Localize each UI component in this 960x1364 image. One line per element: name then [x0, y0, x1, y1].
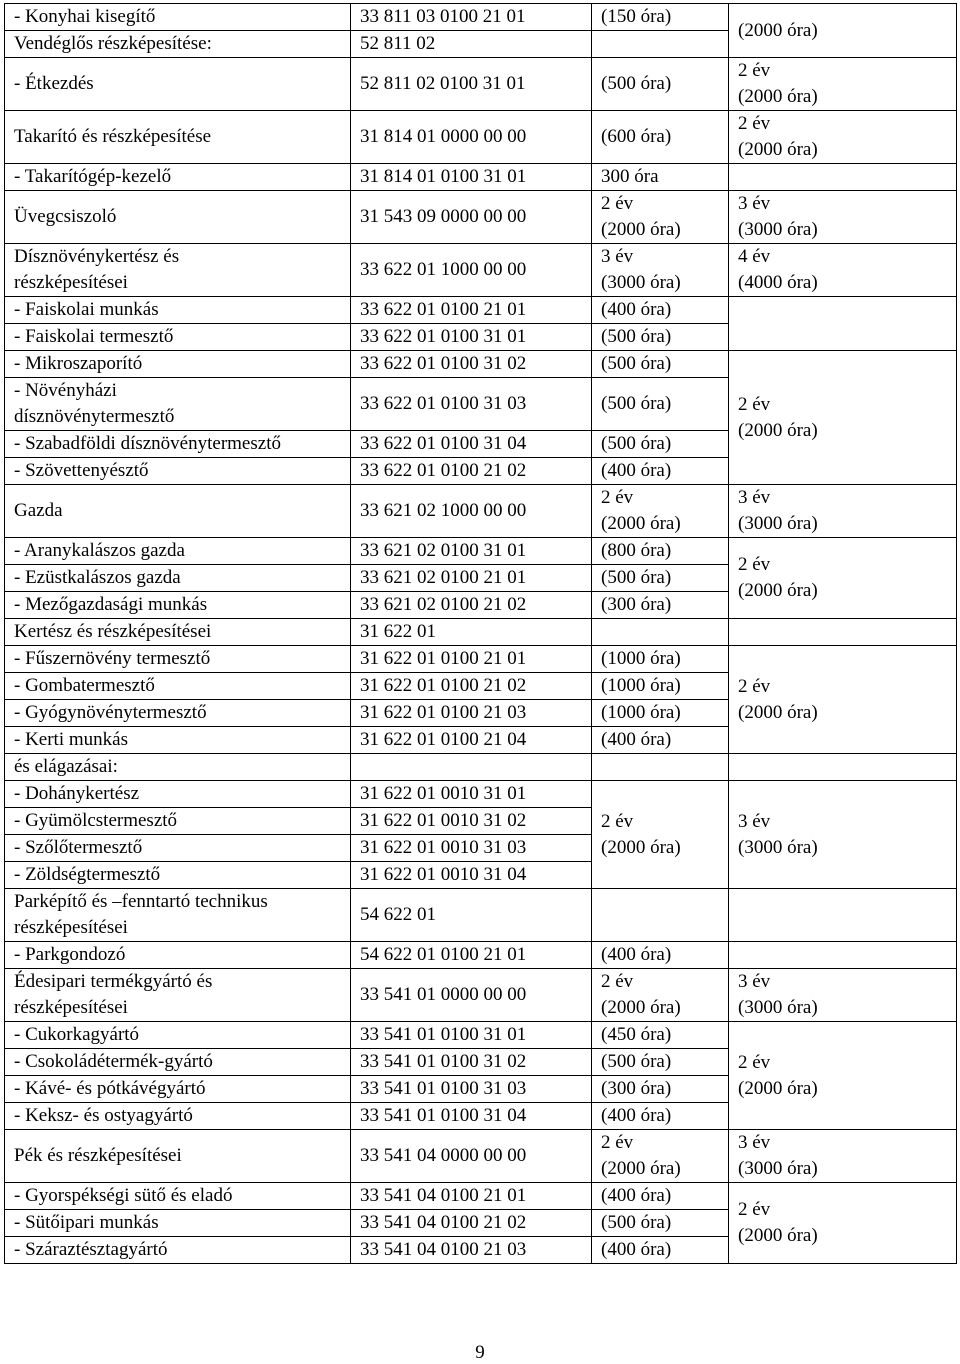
program-name-cell: - Keksz- és ostyagyártó	[5, 1103, 351, 1130]
program-name-cell: - Faiskolai termesztő	[5, 324, 351, 351]
training-time-cell: (400 óra)	[592, 297, 729, 324]
general-time-cell: 2 év (2000 óra)	[729, 1022, 957, 1130]
training-time-cell: (300 óra)	[592, 1076, 729, 1103]
program-name-cell: - Kávé- és pótkávégyártó	[5, 1076, 351, 1103]
code-cell: 33 622 01 0100 31 04	[351, 431, 592, 458]
code-cell: 31 814 01 0100 31 01	[351, 164, 592, 191]
training-time-cell: (150 óra)	[592, 4, 729, 31]
table-row	[5, 4, 957, 31]
table-row	[5, 164, 957, 191]
code-cell: 33 622 01 0100 31 02	[351, 351, 592, 378]
table-row	[5, 1022, 957, 1049]
table-row	[5, 646, 957, 673]
training-time-cell: (400 óra)	[592, 942, 729, 969]
training-time-cell: (1000 óra)	[592, 673, 729, 700]
code-cell: 33 622 01 0100 31 01	[351, 324, 592, 351]
table-row	[5, 969, 957, 1022]
training-time-cell: (500 óra)	[592, 1210, 729, 1237]
table-row	[5, 754, 957, 781]
training-time-cell: (300 óra)	[592, 592, 729, 619]
table-row	[5, 485, 957, 538]
code-cell: 33 541 04 0100 21 03	[351, 1237, 592, 1264]
table-row	[5, 619, 957, 646]
training-time-cell: (500 óra)	[592, 431, 729, 458]
general-time-cell	[729, 297, 957, 351]
program-name-cell: Vendéglős részképesítése:	[5, 31, 351, 58]
code-cell	[351, 754, 592, 781]
program-name-cell: - Száraztésztagyártó	[5, 1237, 351, 1264]
program-name-cell: - Gombatermesztő	[5, 673, 351, 700]
code-cell: 33 622 01 0100 21 02	[351, 458, 592, 485]
page-number: 9	[475, 1342, 485, 1363]
program-name-cell: - Faiskolai munkás	[5, 297, 351, 324]
program-name-cell: Takarító és részképesítése	[5, 111, 351, 164]
general-time-cell: 3 év (3000 óra)	[729, 191, 957, 244]
training-time-cell: (500 óra)	[592, 58, 729, 111]
table-row	[5, 538, 957, 565]
table-row	[5, 1183, 957, 1210]
general-time-cell: 3 év (3000 óra)	[729, 969, 957, 1022]
program-name-cell: - Sütőipari munkás	[5, 1210, 351, 1237]
program-name-cell: - Zöldségtermesztő	[5, 862, 351, 889]
program-name-cell: - Szőlőtermesztő	[5, 835, 351, 862]
code-cell: 33 621 02 0100 21 01	[351, 565, 592, 592]
program-name-cell: - Gyorspékségi sütő és eladó	[5, 1183, 351, 1210]
table-row	[5, 111, 957, 164]
code-cell: 31 622 01 0100 21 01	[351, 646, 592, 673]
program-name-cell: Üvegcsiszoló	[5, 191, 351, 244]
code-cell: 31 622 01 0100 21 02	[351, 673, 592, 700]
training-time-cell: (1000 óra)	[592, 646, 729, 673]
training-time-cell: (450 óra)	[592, 1022, 729, 1049]
program-name-cell: és elágazásai:	[5, 754, 351, 781]
table-row	[5, 942, 957, 969]
code-cell: 33 622 01 0100 21 01	[351, 297, 592, 324]
training-time-cell: (500 óra)	[592, 565, 729, 592]
program-name-cell: - Fűszernövény termesztő	[5, 646, 351, 673]
training-time-cell: (500 óra)	[592, 324, 729, 351]
training-time-cell: (400 óra)	[592, 1183, 729, 1210]
training-time-cell: (500 óra)	[592, 351, 729, 378]
code-cell: 33 541 01 0100 31 01	[351, 1022, 592, 1049]
training-time-cell	[592, 889, 729, 942]
program-name-cell: Pék és részképesítései	[5, 1130, 351, 1183]
program-name-cell: - Csokoládétermék-gyártó	[5, 1049, 351, 1076]
general-time-cell: 2 év (2000 óra)	[729, 111, 957, 164]
general-time-cell: 2 év (2000 óra)	[729, 1183, 957, 1264]
training-time-cell: (400 óra)	[592, 727, 729, 754]
code-cell: 31 622 01	[351, 619, 592, 646]
code-cell: 31 814 01 0000 00 00	[351, 111, 592, 164]
program-name-cell: - Dohánykertész	[5, 781, 351, 808]
code-cell: 54 622 01 0100 21 01	[351, 942, 592, 969]
training-time-cell: (400 óra)	[592, 458, 729, 485]
training-time-cell	[592, 754, 729, 781]
code-cell: 33 541 04 0000 00 00	[351, 1130, 592, 1183]
code-cell: 31 622 01 0010 31 01	[351, 781, 592, 808]
program-name-cell: - Gyümölcstermesztő	[5, 808, 351, 835]
program-name-cell: - Mikroszaporító	[5, 351, 351, 378]
training-time-cell: 300 óra	[592, 164, 729, 191]
code-cell: 33 811 03 0100 21 01	[351, 4, 592, 31]
program-name-cell: - Takarítógép-kezelő	[5, 164, 351, 191]
code-cell: 33 621 02 0100 31 01	[351, 538, 592, 565]
general-time-cell	[729, 942, 957, 969]
general-time-cell: 2 év (2000 óra)	[729, 58, 957, 111]
training-time-cell: 3 év (3000 óra)	[592, 244, 729, 297]
table-row	[5, 191, 957, 244]
table-row	[5, 58, 957, 111]
code-cell: 33 541 01 0100 31 03	[351, 1076, 592, 1103]
training-time-cell: (500 óra)	[592, 1049, 729, 1076]
program-name-cell: - Mezőgazdasági munkás	[5, 592, 351, 619]
program-name-cell: - Konyhai kisegítő	[5, 4, 351, 31]
training-time-cell: (1000 óra)	[592, 700, 729, 727]
code-cell: 33 541 04 0100 21 02	[351, 1210, 592, 1237]
general-time-cell	[729, 164, 957, 191]
general-time-cell	[729, 619, 957, 646]
general-time-cell: 3 év (3000 óra)	[729, 1130, 957, 1183]
general-time-cell: 3 év (3000 óra)	[729, 781, 957, 889]
code-cell: 33 541 01 0100 31 02	[351, 1049, 592, 1076]
general-time-cell	[729, 754, 957, 781]
code-cell: 33 621 02 1000 00 00	[351, 485, 592, 538]
code-cell: 33 541 01 0000 00 00	[351, 969, 592, 1022]
code-cell: 33 622 01 0100 31 03	[351, 378, 592, 431]
table-row	[5, 351, 957, 378]
code-cell: 33 622 01 1000 00 00	[351, 244, 592, 297]
table-row	[5, 889, 957, 942]
code-cell: 31 622 01 0100 21 04	[351, 727, 592, 754]
program-name-cell: Parképítő és –fenntartó technikus részképesítései	[5, 889, 351, 942]
program-name-cell: - Ezüstkalászos gazda	[5, 565, 351, 592]
code-cell: 31 622 01 0010 31 02	[351, 808, 592, 835]
training-time-cell: 2 év (2000 óra)	[592, 191, 729, 244]
program-name-cell: - Szövettenyésztő	[5, 458, 351, 485]
code-cell: 33 541 04 0100 21 01	[351, 1183, 592, 1210]
code-cell: 31 622 01 0100 21 03	[351, 700, 592, 727]
program-name-cell: - Kerti munkás	[5, 727, 351, 754]
training-time-cell	[592, 31, 729, 58]
code-cell: 31 543 09 0000 00 00	[351, 191, 592, 244]
program-name-cell: - Étkezdés	[5, 58, 351, 111]
general-time-cell: 2 év (2000 óra)	[729, 351, 957, 485]
program-name-cell: Gazda	[5, 485, 351, 538]
training-time-cell	[592, 619, 729, 646]
general-time-cell: 4 év (4000 óra)	[729, 244, 957, 297]
program-name-cell: Dísznövénykertész és részképesítései	[5, 244, 351, 297]
code-cell: 31 622 01 0010 31 03	[351, 835, 592, 862]
program-name-cell: - Gyógynövénytermesztő	[5, 700, 351, 727]
code-cell: 31 622 01 0010 31 04	[351, 862, 592, 889]
training-time-cell: 2 év (2000 óra)	[592, 1130, 729, 1183]
general-time-cell	[729, 889, 957, 942]
code-cell: 54 622 01	[351, 889, 592, 942]
table-row	[5, 297, 957, 324]
qualification-table-body	[5, 4, 957, 1264]
program-name-cell: Édesipari termékgyártó és részképesítései	[5, 969, 351, 1022]
table-row	[5, 1130, 957, 1183]
training-time-cell: (800 óra)	[592, 538, 729, 565]
general-time-cell: 2 év (2000 óra)	[729, 646, 957, 754]
program-name-cell: - Aranykalászos gazda	[5, 538, 351, 565]
training-time-cell: (400 óra)	[592, 1237, 729, 1264]
general-time-cell: 3 év (3000 óra)	[729, 485, 957, 538]
training-time-cell: (400 óra)	[592, 1103, 729, 1130]
training-time-cell: (500 óra)	[592, 378, 729, 431]
code-cell: 33 541 01 0100 31 04	[351, 1103, 592, 1130]
training-time-cell: 2 év (2000 óra)	[592, 485, 729, 538]
qualification-table	[4, 3, 957, 1264]
code-cell: 52 811 02	[351, 31, 592, 58]
program-name-cell: - Szabadföldi dísznövénytermesztő	[5, 431, 351, 458]
training-time-cell: 2 év (2000 óra)	[592, 969, 729, 1022]
code-cell: 52 811 02 0100 31 01	[351, 58, 592, 111]
code-cell: 33 621 02 0100 21 02	[351, 592, 592, 619]
program-name-cell: Kertész és részképesítései	[5, 619, 351, 646]
training-time-cell: 2 év (2000 óra)	[592, 781, 729, 889]
program-name-cell: - Növényházi dísznövénytermesztő	[5, 378, 351, 431]
table-row	[5, 781, 957, 808]
program-name-cell: - Cukorkagyártó	[5, 1022, 351, 1049]
program-name-cell: - Parkgondozó	[5, 942, 351, 969]
general-time-cell: 2 év (2000 óra)	[729, 538, 957, 619]
table-row	[5, 244, 957, 297]
general-time-cell: (2000 óra)	[729, 4, 957, 58]
training-time-cell: (600 óra)	[592, 111, 729, 164]
